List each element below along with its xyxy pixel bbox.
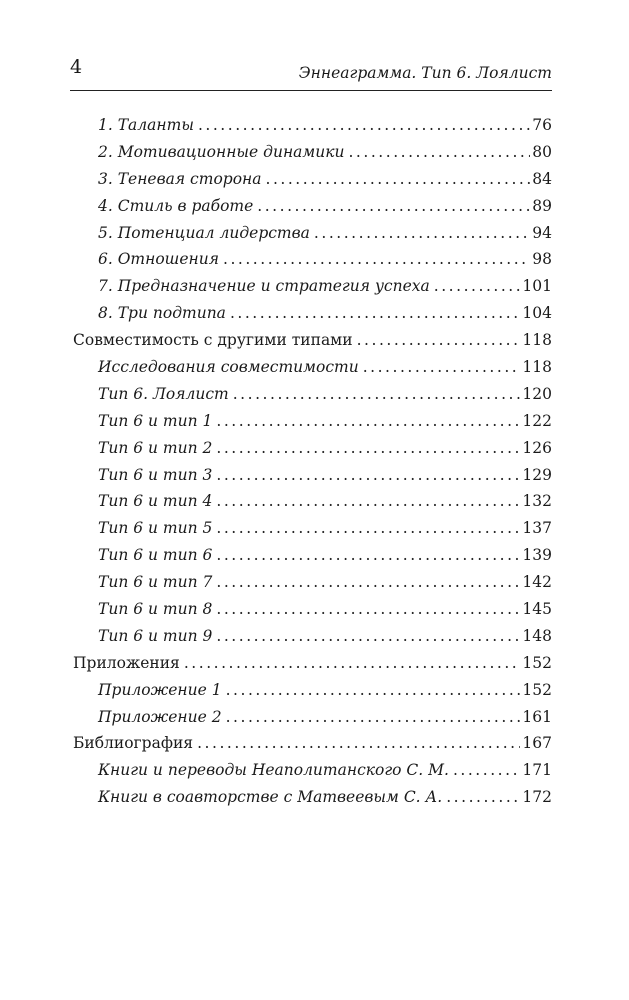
toc-entry-title: 6. Отношения <box>98 250 219 269</box>
toc-entry <box>70 650 552 677</box>
toc-entry-title: Тип 6 и тип 4 <box>98 492 213 511</box>
toc-entry-page: 148 <box>522 626 552 645</box>
toc-entry-title: Приложение 2 <box>98 707 222 726</box>
toc-entry-title: 8. Три подтипа <box>98 304 226 323</box>
toc-dot-leader <box>216 623 520 650</box>
toc-entry <box>70 462 552 489</box>
toc-dot-leader <box>223 246 530 273</box>
toc-entry <box>70 300 552 327</box>
toc-entry-page: 152 <box>522 680 552 699</box>
toc-entry-page: 132 <box>522 492 552 511</box>
toc-dot-leader <box>363 354 521 381</box>
toc-dot-leader <box>348 139 530 166</box>
toc-entry-title: Книги в соавторстве с Матвеевым С. А. <box>98 788 443 807</box>
toc-dot-leader <box>216 462 520 489</box>
toc-entry-title: Тип 6 и тип 9 <box>98 626 213 645</box>
toc-entry-title: Тип 6 и тип 2 <box>98 438 213 457</box>
toc-entry-page: 139 <box>522 546 552 565</box>
toc-entry <box>70 488 552 515</box>
toc-entry-title: 3. Теневая сторона <box>98 169 262 188</box>
toc-entry-page: 120 <box>522 384 552 403</box>
toc-entry-page: 118 <box>522 358 552 377</box>
toc-entry-title: 7. Предназначение и стратегия успеха <box>98 277 430 296</box>
toc-entry-title: 2. Мотивационные динамики <box>98 142 345 161</box>
toc-entry <box>70 193 552 220</box>
toc-entry <box>70 569 552 596</box>
toc-entry <box>70 757 552 784</box>
toc-dot-leader <box>197 730 520 757</box>
toc-entry <box>70 730 552 757</box>
toc-entry <box>70 246 552 273</box>
running-title: Эннеаграмма. Тип 6. Лоялист <box>298 64 552 82</box>
toc-dot-leader <box>216 569 520 596</box>
toc-entry-page: 152 <box>522 653 552 672</box>
toc-entry <box>70 408 552 435</box>
toc-dot-leader <box>265 166 530 193</box>
toc-entry-page: 172 <box>522 788 552 807</box>
toc-dot-leader <box>357 327 521 354</box>
toc-dot-leader <box>446 784 520 811</box>
page-header <box>70 50 552 91</box>
toc-dot-leader <box>216 408 520 435</box>
toc-entry-title: Приложение 1 <box>98 680 222 699</box>
toc-entry <box>70 515 552 542</box>
toc-entry-title: 5. Потенциал лидерства <box>98 223 310 242</box>
toc-entry-page: 145 <box>522 600 552 619</box>
toc-dot-leader <box>216 596 520 623</box>
page-number: 4 <box>70 56 83 78</box>
toc-dot-leader <box>198 112 530 139</box>
toc-entry-title: Тип 6 и тип 6 <box>98 546 213 565</box>
toc-dot-leader <box>230 300 520 327</box>
toc-entry-title: Тип 6 и тип 3 <box>98 465 213 484</box>
toc-entry-title: Тип 6 и тип 5 <box>98 519 213 538</box>
toc-entry-title: Исследования совместимости <box>98 358 359 377</box>
toc-entry <box>70 677 552 704</box>
toc-entry <box>70 166 552 193</box>
toc-dot-leader <box>226 704 521 731</box>
toc-entry <box>70 112 552 139</box>
toc-entry <box>70 542 552 569</box>
toc-dot-leader <box>216 515 520 542</box>
toc-entry-title: 4. Стиль в работе <box>98 196 254 215</box>
toc-entry <box>70 139 552 166</box>
toc-entry <box>70 327 552 354</box>
toc-entry-page: 98 <box>532 250 552 269</box>
toc-dot-leader <box>434 273 521 300</box>
toc-entry-title: Тип 6. Лоялист <box>98 384 229 403</box>
toc-dot-leader <box>216 488 520 515</box>
toc-dot-leader <box>184 650 521 677</box>
table-of-contents <box>70 112 552 811</box>
toc-entry-page: 167 <box>522 734 552 753</box>
toc-entry-title: Тип 6 и тип 1 <box>98 411 213 430</box>
toc-entry-page: 137 <box>522 519 552 538</box>
toc-entry-page: 118 <box>522 331 552 350</box>
toc-entry-title: Тип 6 и тип 8 <box>98 600 213 619</box>
toc-entry <box>70 354 552 381</box>
toc-entry-title: Книги и переводы Неаполитанского С. М. <box>98 761 449 780</box>
toc-entry <box>70 596 552 623</box>
toc-dot-leader <box>233 381 521 408</box>
toc-dot-leader <box>314 220 530 247</box>
toc-entry <box>70 623 552 650</box>
toc-entry-title: Совместимость с другими типами <box>73 331 353 350</box>
toc-entry-page: 161 <box>522 707 552 726</box>
toc-entry-page: 142 <box>522 573 552 592</box>
toc-entry-page: 76 <box>532 116 552 134</box>
toc-dot-leader <box>226 677 521 704</box>
toc-entry <box>70 784 552 811</box>
toc-entry-page: 129 <box>522 465 552 484</box>
toc-entry <box>70 381 552 408</box>
toc-entry-title: Библиография <box>73 734 194 753</box>
toc-entry-page: 80 <box>532 142 552 161</box>
toc-entry-title: 1. Таланты <box>98 116 194 134</box>
toc-entry <box>70 220 552 247</box>
toc-entry-title: Тип 6 и тип 7 <box>98 573 213 592</box>
toc-entry-page: 171 <box>522 761 552 780</box>
toc-entry <box>70 273 552 300</box>
toc-dot-leader <box>453 757 520 784</box>
toc-entry <box>70 435 552 462</box>
toc-dot-leader <box>216 435 520 462</box>
toc-dot-leader <box>216 542 520 569</box>
toc-entry-page: 122 <box>522 411 552 430</box>
toc-entry-page: 94 <box>532 223 552 242</box>
toc-entry <box>70 704 552 731</box>
toc-entry-page: 89 <box>532 196 552 215</box>
toc-entry-page: 101 <box>522 277 552 296</box>
toc-entry-page: 84 <box>532 169 552 188</box>
toc-entry-title: Приложения <box>73 653 180 672</box>
toc-entry-page: 104 <box>522 304 552 323</box>
toc-entry-page: 126 <box>522 438 552 457</box>
toc-dot-leader <box>257 193 530 220</box>
